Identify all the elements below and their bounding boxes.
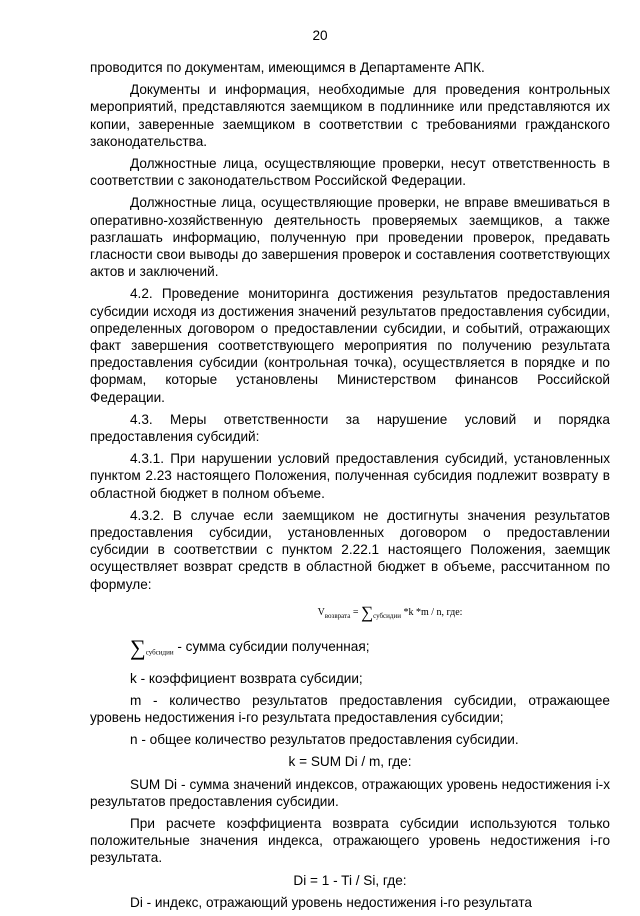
document-body (90, 59, 610, 916)
formula-v-subscript: возврата (324, 611, 351, 620)
return-formula (90, 598, 610, 628)
paragraph: n - общее количество результатов предоставления субсидии. (130, 732, 519, 748)
formula-equals: = (350, 606, 361, 618)
paragraph: Должностные лица, осуществляющие проверки, несут ответственность в соответствии с законодательством Российской Федерации. (90, 156, 610, 189)
formula-sigma-subscript: субсидии (373, 611, 401, 620)
sigma-subscript: субсидии (145, 648, 174, 657)
paragraph: m - количество результатов предоставления субсидии, отражающее уровень недостижения i-го результата предоставления субсидии; (90, 692, 610, 726)
paragraph: 4.3.1. При нарушении условий предоставления субсидий, установленных пунктом 2.23 настоящего Положения, полученная субсидия подлежит возврату в областной бюджет в полном объеме. (90, 451, 610, 501)
paragraph: проводится по документам, имеющимся в Департаменте АПК. (90, 60, 485, 75)
paragraph: Di - индекс, отражающий уровень недостижения i-го результата (130, 894, 532, 910)
paragraph: 4.3. Меры ответственности за нарушение условий и порядка предоставления субсидий: (90, 411, 610, 445)
formula-di: Di = 1 - Ti / Si, где: (293, 872, 407, 888)
paragraph: 4.3.2. В случае если заемщиком не достигнуты значения результатов предоставления субсидии, установленных договором о предоставлении субсидии в соответствии с пунктом 2.22.1 настоящего Положения, заемщик осуществляет возврат средств в областной бюджет в объеме, рассчитанном по формуле: (90, 507, 610, 592)
paragraph: При расчете коэффициента возврата субсидии используются только положительные значения индекса, отражающего уровень недостижения i-го результата. (90, 816, 610, 866)
paragraph: 4.2. Проведение мониторинга достижения результатов предоставления субсидии исходя из достижения значений результатов предоставления субсидии, определенных договором о предоставлении субсидии, и событий, отражающих факт завершения соответствующего мероприятия по получению результата предоставления субсидии (контрольная точка), осуществляется в порядке и по формам, которые установлены Министерством финансов Российской Федерации. (90, 286, 610, 405)
paragraph: k - коэффициент возврата субсидии; (130, 670, 363, 686)
paragraph: SUM Di - сумма значений индексов, отражающих уровень недостижения i-х результатов предоставления субсидии. (90, 776, 610, 809)
formula-rest: *k *m / n, где: (400, 606, 463, 618)
sigma-symbol: ∑ (360, 602, 374, 622)
sigma-definition-text: - сумма субсидии полученная; (173, 638, 370, 654)
sigma-definition (130, 636, 610, 664)
paragraph: Должностные лица, осуществляющие проверки, не вправе вмешиваться в оперативно-хозяйственную деятельность проверяемых заемщиков, а также разглашать информацию, полученную при проведении проверок, предавать гласности свои выводы до завершения проверок и составления соответствующих актов и заключений. (90, 195, 610, 280)
formula-k: k = SUM Di / m, где: (288, 754, 412, 770)
paragraph: Документы и информация, необходимые для проведения контрольных мероприятий, представляются заемщиком в подлиннике или представляются их копии, заверенные заемщиком в соответствии с требованиями гражданского законодательства. (90, 82, 610, 149)
page-number: 20 (312, 28, 328, 43)
sigma-symbol: ∑ (130, 634, 146, 660)
formula-v: V (317, 606, 325, 618)
